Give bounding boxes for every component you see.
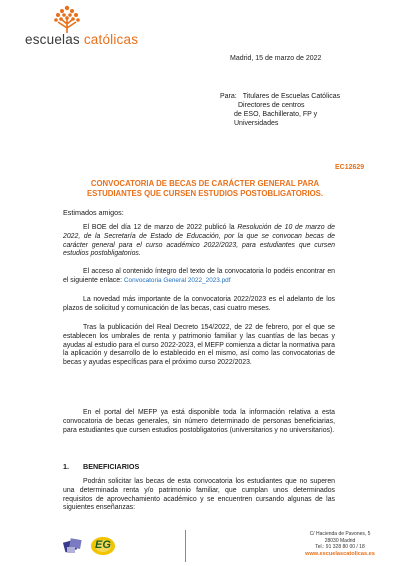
footer-divider	[185, 530, 186, 562]
paragraph-boe	[63, 224, 335, 259]
section-number: 1.	[63, 462, 69, 471]
recipients-label: Para:	[220, 93, 237, 100]
paragraph-real-decreto: Tras la publicación del Real Decreto 154/2022, de 22 de febrero, por el que se establecen los umbrales de renta y patrimonio familiar y las cuantías de las becas y ayudas al estudio para el curso 2022-2023, el MEFP comienza a dictar la normativa para la aplicación y desarrollo de lo establecido en el mismo, así como las convocatorias de becas y ayudas específicas para el próximo curso 2022/2023.	[63, 324, 335, 367]
paragraph-boe-resolution: Resolución de 10 de marzo de 2022, de la Secretaría de Estado de Educación, por la que se convocan becas de carácter general para el curso académico 2022/2023, para estudiantes que cursen estudios postobligatorios.	[63, 224, 335, 258]
letter-date: Madrid, 15 de marzo de 2022	[230, 55, 322, 62]
address-line-2: 28030 Madrid	[324, 537, 356, 544]
paragraph-access	[63, 268, 335, 286]
paragraph-portal: En el portal del MEFP ya está disponible toda la información relativa a esta convocatoria de becas generales, sin número determinado de personas beneficiarias, para estudiantes que cursen estudios postobligatorios (universitarios y no universitarios).	[63, 409, 335, 434]
recipient-line: Universidades	[234, 120, 279, 127]
footer-partner-logo-icon	[63, 537, 83, 555]
paragraph-access-text: El acceso al contenido íntegro del texto de la convocatoria lo podéis encontrar en el siguiente enlace:	[63, 268, 335, 284]
website-link[interactable]: www.escuelascatolicas.es	[305, 550, 375, 557]
brand-name-part2: católicas	[83, 32, 139, 47]
section-title: BENEFICIARIOS	[83, 462, 140, 471]
convocatoria-pdf-link[interactable]: Convocatoria General 2022_2023.pdf	[123, 276, 231, 284]
paragraph-boe-text: El BOE del día 12 de marzo de 2022 publicó la	[83, 224, 238, 231]
brand-name	[25, 32, 138, 47]
footer-eg-logo	[90, 536, 116, 556]
paragraph-novedad: La novedad más importante de la convocatoria 2022/2023 es el adelanto de los plazos de solicitud y comunicación de las becas, casi cuatro meses.	[63, 296, 335, 312]
recipient-line: Directores de centros	[238, 102, 305, 109]
recipient-line: Titulares de Escuelas Católicas	[242, 93, 341, 100]
brand-name-part1: escuelas	[25, 32, 80, 47]
reference-code: EC12629	[335, 164, 365, 171]
title-line-1: CONVOCATORIA DE BECAS DE CARÁCTER GENERAL PARA	[90, 179, 320, 188]
eg-logo-text: EG	[95, 539, 111, 551]
escuelas-catolicas-logo-icon	[52, 5, 82, 35]
paragraph-beneficiarios: Podrán solicitar las becas de esta convocatoria los estudiantes que no superen una determinada renta y/o patrimonio familiar, que cumplan unos determinados requisitos de aprovechamiento académico y se encuentren cursando algunas de las siguientes enseñanzas:	[63, 478, 335, 512]
recipient-line: de ESO, Bachillerato, FP y	[234, 111, 318, 118]
section-heading	[63, 462, 139, 471]
address-line-1: C/ Hacienda de Pavones, 5	[309, 531, 371, 537]
phone-number: Tel.: 91 328 80 00 / 18	[315, 544, 365, 550]
document-title	[70, 179, 340, 199]
recipients-block	[220, 92, 380, 128]
greeting: Estimados amigos:	[63, 208, 124, 217]
title-line-2: ESTUDIANTES QUE CURSEN ESTUDIOS POSTOBLIGATORIOS.	[86, 189, 324, 198]
recipients-row-1	[220, 92, 380, 101]
footer-address	[290, 531, 390, 557]
